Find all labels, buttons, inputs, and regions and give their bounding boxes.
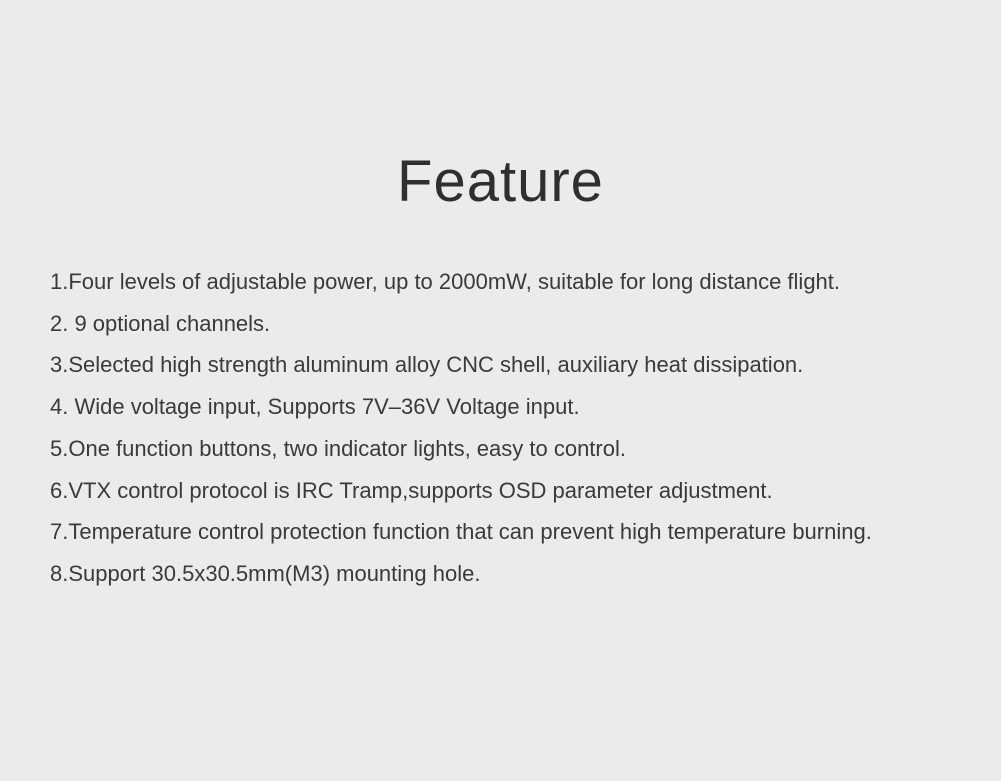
feature-item: 2. 9 optional channels. <box>50 310 271 336</box>
page-title: Feature <box>397 149 604 214</box>
feature-item: 3.Selected high strength aluminum alloy CNC shell, auxiliary heat dissipation. <box>50 352 804 378</box>
feature-item: 7.Temperature control protection function that can prevent high temperature burning. <box>50 519 872 545</box>
feature-list <box>50 261 950 595</box>
feature-item: 1.Four levels of adjustable power, up to 2000mW, suitable for long distance flight. <box>50 269 841 294</box>
feature-item: 5.One function buttons, two indicator lights, easy to control. <box>50 435 626 461</box>
feature-item: 6.VTX control protocol is IRC Tramp,supports OSD parameter adjustment. <box>50 477 773 503</box>
feature-item: 4. Wide voltage input, Supports 7V–36V Voltage input. <box>50 394 580 420</box>
feature-item: 8.Support 30.5x30.5mm(M3) mounting hole. <box>50 560 481 586</box>
